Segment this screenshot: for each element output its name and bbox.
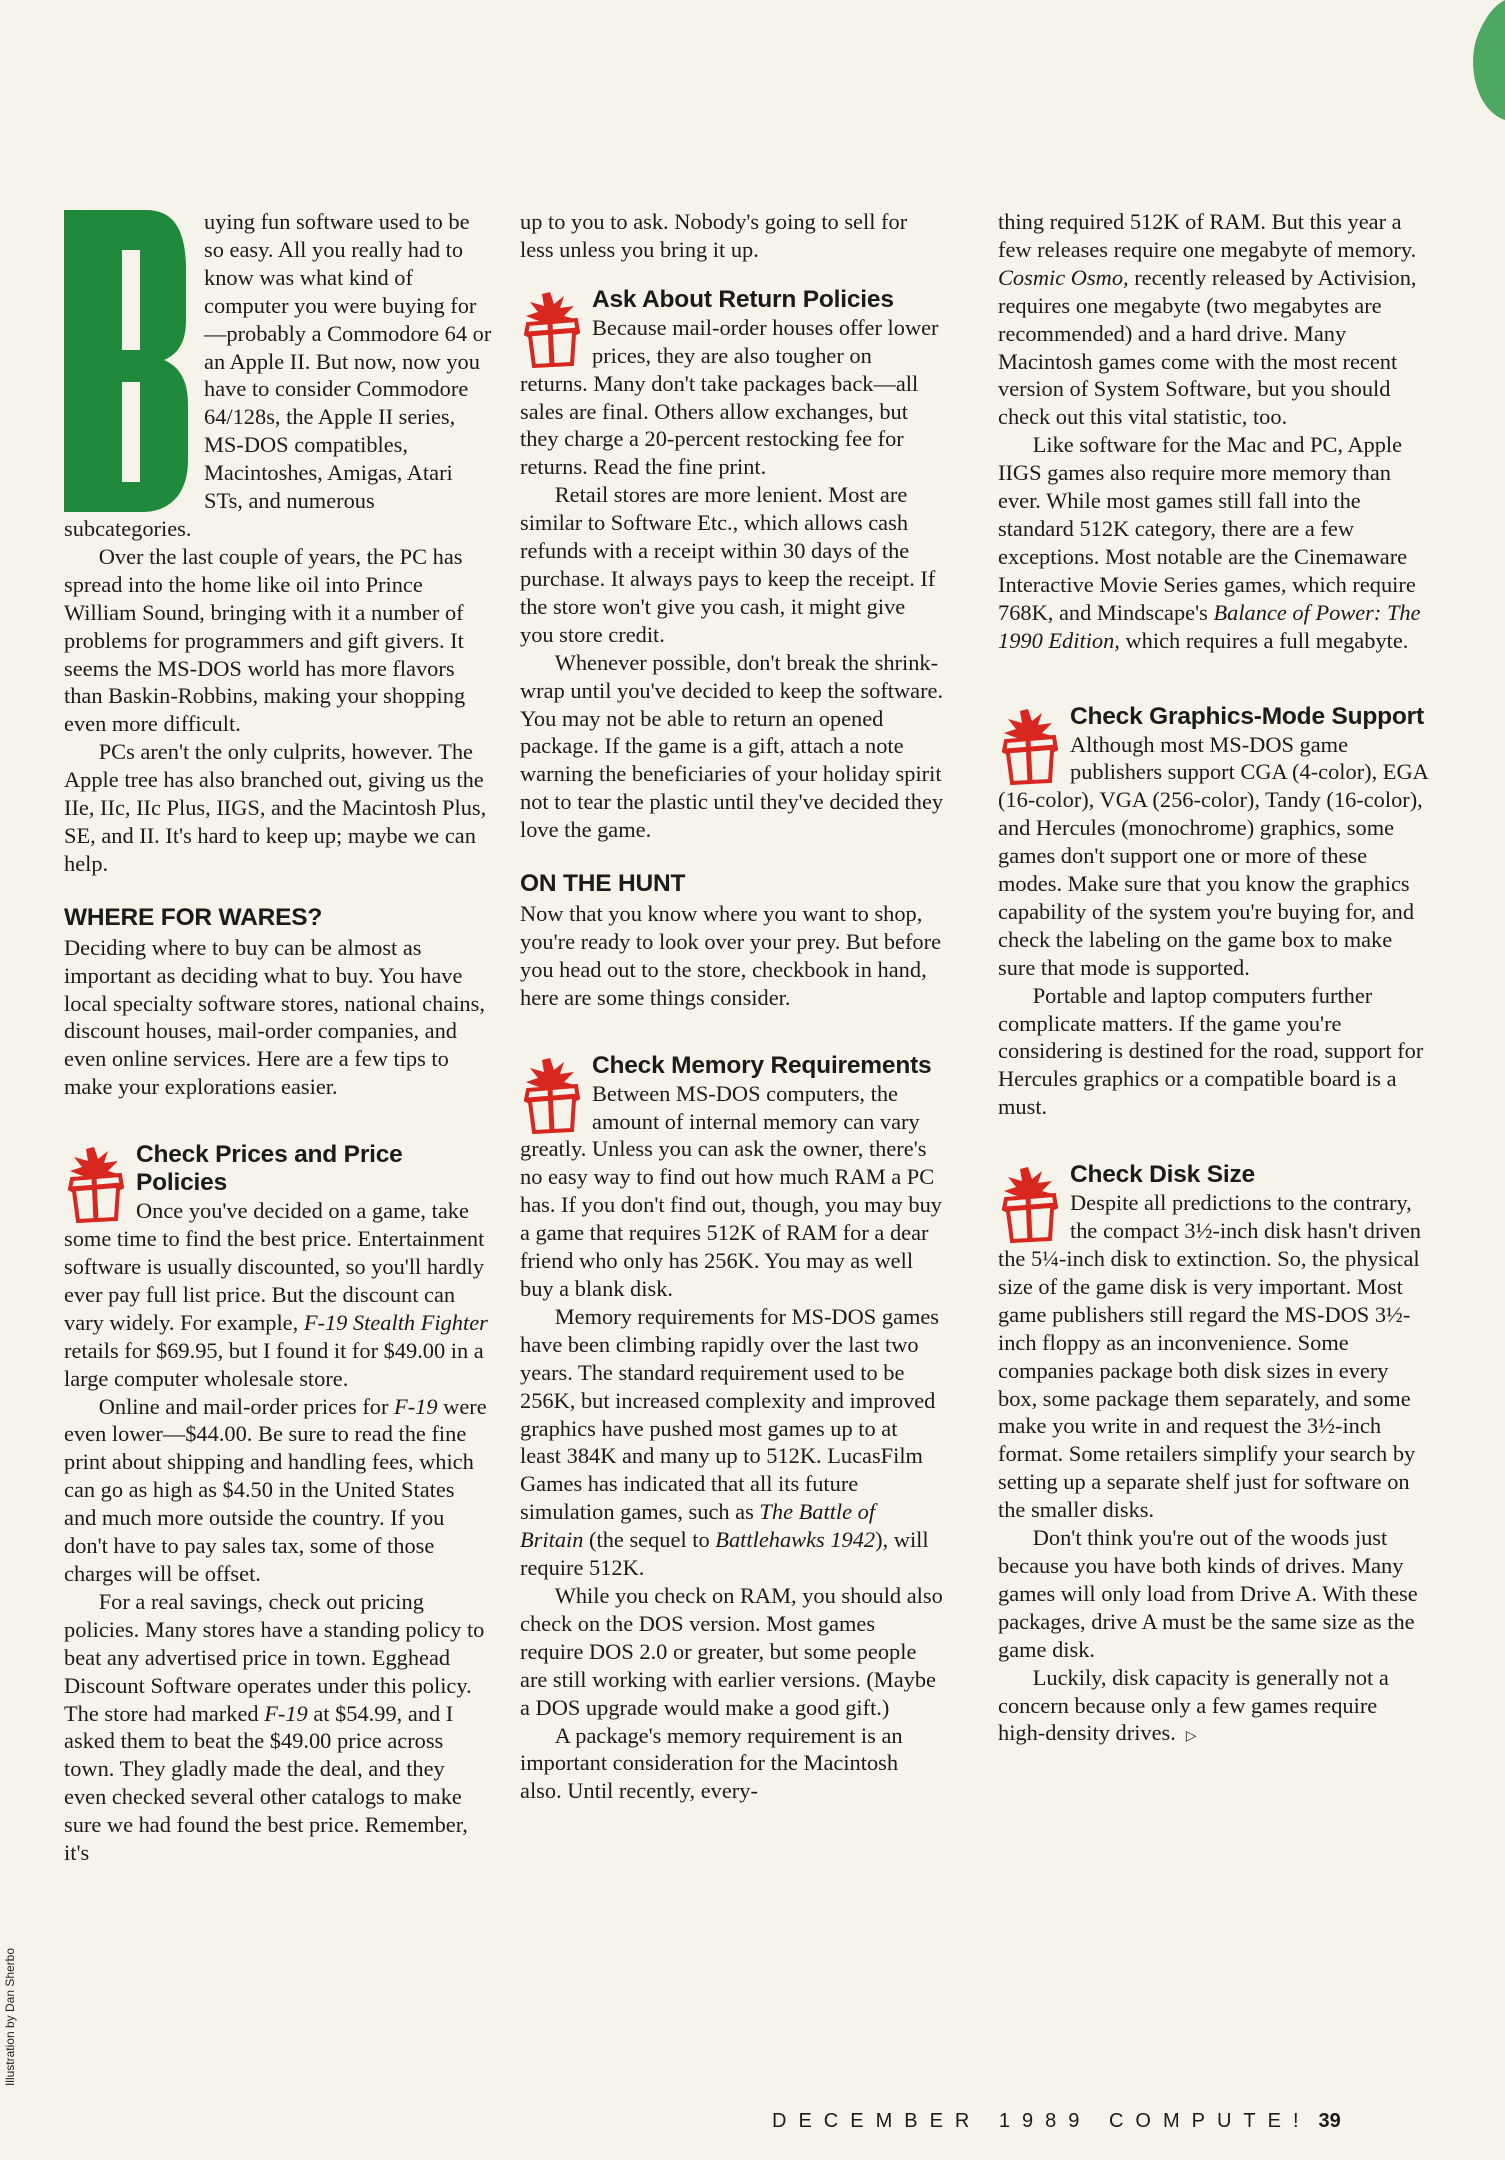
subsection-return-policies (520, 286, 944, 844)
paragraph: Like software for the Mac and PC, Apple IIGS games also require more memory than ever. While most games still fall into the standard 512K category, there are a few exceptions. Most notable are the Cinemaware Interactive Movie Series games, which require 768K, and Mindscape's Balance of Power: The 1990 Edition, which requires a full megabyte. (998, 432, 1421, 653)
paragraph: Don't think you're out of the woods just because you have both kinds of drives. Many games will only load from Drive A. With these packages, drive A must be the same size as the game disk. (998, 1525, 1418, 1662)
paragraph: Memory requirements for MS-DOS games have been climbing rapidly over the last two years. The standard requirement used to be 256K, but increased complexity and improved graphics have pushed most games up to at least 384K and many up to 512K. LucasFilm Games has indicated that all its future simulation games, such as The Battle of Britain (the sequel to Battlehawks 1942), will require 512K. (520, 1303, 940, 1581)
subsection-disk-size (998, 1161, 1428, 1751)
paragraph: Whenever possible, don't break the shrink-wrap until you've decided to keep the software. You may not be able to return an opened package. If the game is a gift, attach a note warning the beneficiaries of your holiday spirit not to tear the plastic until they've decided they love the game. (520, 649, 944, 843)
subsection-graphics-mode (998, 703, 1428, 1122)
illustration-credit: Illustration by Dan Sherbo (3, 1947, 17, 2087)
footer-issue: DECEMBER 1989 COMPUTE! (772, 2110, 1311, 2132)
subheading-check-prices: Check Prices and Price Policies (136, 1141, 403, 1197)
paragraph: Retail stores are more lenient. Most are similar to Software Etc., which allows cash refunds with a receipt within 30 days of the purchase. It always pays to keep the receipt. If the store won't give you cash, it might give you store credit. (520, 482, 936, 647)
subheading-graphics-mode: Check Graphics-Mode Support (1070, 702, 1424, 730)
gift-icon (998, 707, 1062, 785)
paragraph: Deciding where to buy can be almost as important as deciding what to buy. You have local specialty software stores, national chains, discount houses, mail-order companies, and even online services. Here are a few tips to make your explorations easier. (64, 934, 485, 1100)
paragraph: Because mail-order houses offer lower prices, they are also tougher on returns. Many don't take packages back—all sales are final. Others allow exchanges, but they charge a 20-percent restocking fee for returns. Read the fine print. (520, 314, 939, 480)
subsection-check-prices (64, 1141, 492, 1867)
page-number: 39 (1318, 2110, 1341, 2132)
continued-arrow-icon: ▷ (1185, 1728, 1197, 1745)
paragraph: Online and mail-order prices for F-19 were even lower—$44.00. Be sure to read the fine print about shipping and handling fees, which can go as high as $4.50 in the United States and much more outside the country. If you don't have to pay sales tax, some of those charges will be offset. (64, 1393, 487, 1586)
paragraph: PCs aren't the only culprits, however. The Apple tree has also branched out, giving us the IIe, IIc, IIc Plus, IIGS, and the Macintosh Plus, SE, and II. It's hard to keep up; maybe we can help. (64, 739, 487, 876)
dropcap (64, 210, 190, 512)
gift-icon (64, 1145, 128, 1223)
subheading-check-memory: Check Memory Requirements (592, 1051, 932, 1079)
paragraph: While you check on RAM, you should also check on the DOS version. Most games require DOS 2.0 or greater, but some people are still working with earlier versions. (Maybe a DOS upgrade would make a good gift.) (520, 1582, 943, 1720)
paragraph: For a real savings, check out pricing policies. Many stores have a standing policy to beat any advertised price in town. Egghead Discount Software operates under this policy. The store had marked F-19 at $54.99, and I asked them to beat the $49.00 price across town. They gladly made the deal, and they even checked several other catalogs to make sure we had found the best price. Remember, it's (64, 1588, 485, 1866)
gift-icon (520, 1056, 584, 1134)
column-3 (998, 208, 1428, 1751)
column-1 (64, 208, 492, 1867)
paragraph: Although most MS-DOS game publishers support CGA (4-color), EGA (16-color), VGA (256-color), Tandy (16-color), and Hercules (monochrome) graphics, some games don't support one or more of these modes. Make sure that you know the graphics capability of the system you're buying for, and check the labeling on the game box to make sure that mode is supported. (998, 731, 1428, 980)
paragraph: Once you've decided on a game, take some time to find the best price. Entertainment software is usually discounted, so you'll hardly ever pay full list price. But the discount can vary widely. For example, F-19 Stealth Fighter retails for $69.95, but I found it for $49.00 in a large computer wholesale store. (64, 1198, 488, 1391)
intro-paragraph: uying fun software used to be so easy. All you really had to know was what kind of computer you were buying for—probably a Commodore 64 or an Apple II. But now, now you have to consider Commodore 64/128s, the Apple II series, MS-DOS compatibles, Macintoshes, Amigas, Atari STs, and numerous subcategories. (64, 209, 492, 541)
corner-decoration (1435, 0, 1505, 120)
dropcap-letter: B (127, 370, 128, 371)
subheading-disk-size: Check Disk Size (1070, 1161, 1255, 1189)
paragraph: Despite all predictions to the contrary, the compact 3½-inch disk hasn't driven the 5¼-inch disk to extinction. So, the physical size of the game disk is very important. Most game publishers still regard the MS-DOS 3½-inch floppy as an inconvenience. Some companies package both disk sizes in every box, some package them separately, and some make you write in and request the 3½-inch format. Some retailers simplify your search by setting up a separate shelf just for software on the smaller disks. (998, 1190, 1422, 1523)
paragraph: Portable and laptop computers further complicate matters. If the game you're considering is destined for the road, support for Hercules graphics or a compatible board is a must. (998, 982, 1424, 1120)
paragraph: thing required 512K of RAM. But this year a few releases require one megabyte of memory. Cosmic Osmo, recently released by Activision, requires one megabyte (two megabytes are recommended) and a hard drive. Many Macintosh games come with the most recent version of System Software, but you should check out this vital statistic, too. (998, 209, 1417, 430)
paragraph: up to you to ask. Nobody's going to sell for less unless you bring it up. (520, 209, 908, 262)
paragraph: Over the last couple of years, the PC has spread into the home like oil into Prince William Sound, bringing with it a number of problems for programmers and gift givers. It seems the MS-DOS world has more flavors than Baskin-Robbins, making your shopping even more difficult. (64, 543, 466, 737)
gift-icon (998, 1165, 1062, 1243)
subsection-check-memory (520, 1052, 944, 1806)
paragraph: Luckily, disk capacity is generally not a concern because only a few games require high-density drives. ▷ (998, 1664, 1389, 1746)
section-heading-on-the-hunt: ON THE HUNT (520, 870, 686, 898)
column-2 (520, 208, 944, 1805)
paragraph: Between MS-DOS computers, the amount of internal memory can vary greatly. Unless you can ask the owner, there's no easy way to find out how much RAM a PC has. If you don't find out, though, you may buy a game that requires 512K of RAM for a dear friend who only has 256K. You may as well buy a blank disk. (520, 1080, 942, 1301)
paragraph: A package's memory requirement is an important consideration for the Macintosh also. Until recently, every- (520, 1722, 903, 1804)
paragraph: Now that you know where you want to shop, you're ready to look over your prey. But before you head out to the store, checkbook in hand, here are some things consider. (520, 901, 942, 1010)
page-footer (772, 2110, 1462, 2133)
gift-icon (520, 290, 584, 368)
subheading-return-policies: Ask About Return Policies (592, 285, 894, 313)
section-heading-where-for-wares: WHERE FOR WARES? (64, 903, 323, 931)
